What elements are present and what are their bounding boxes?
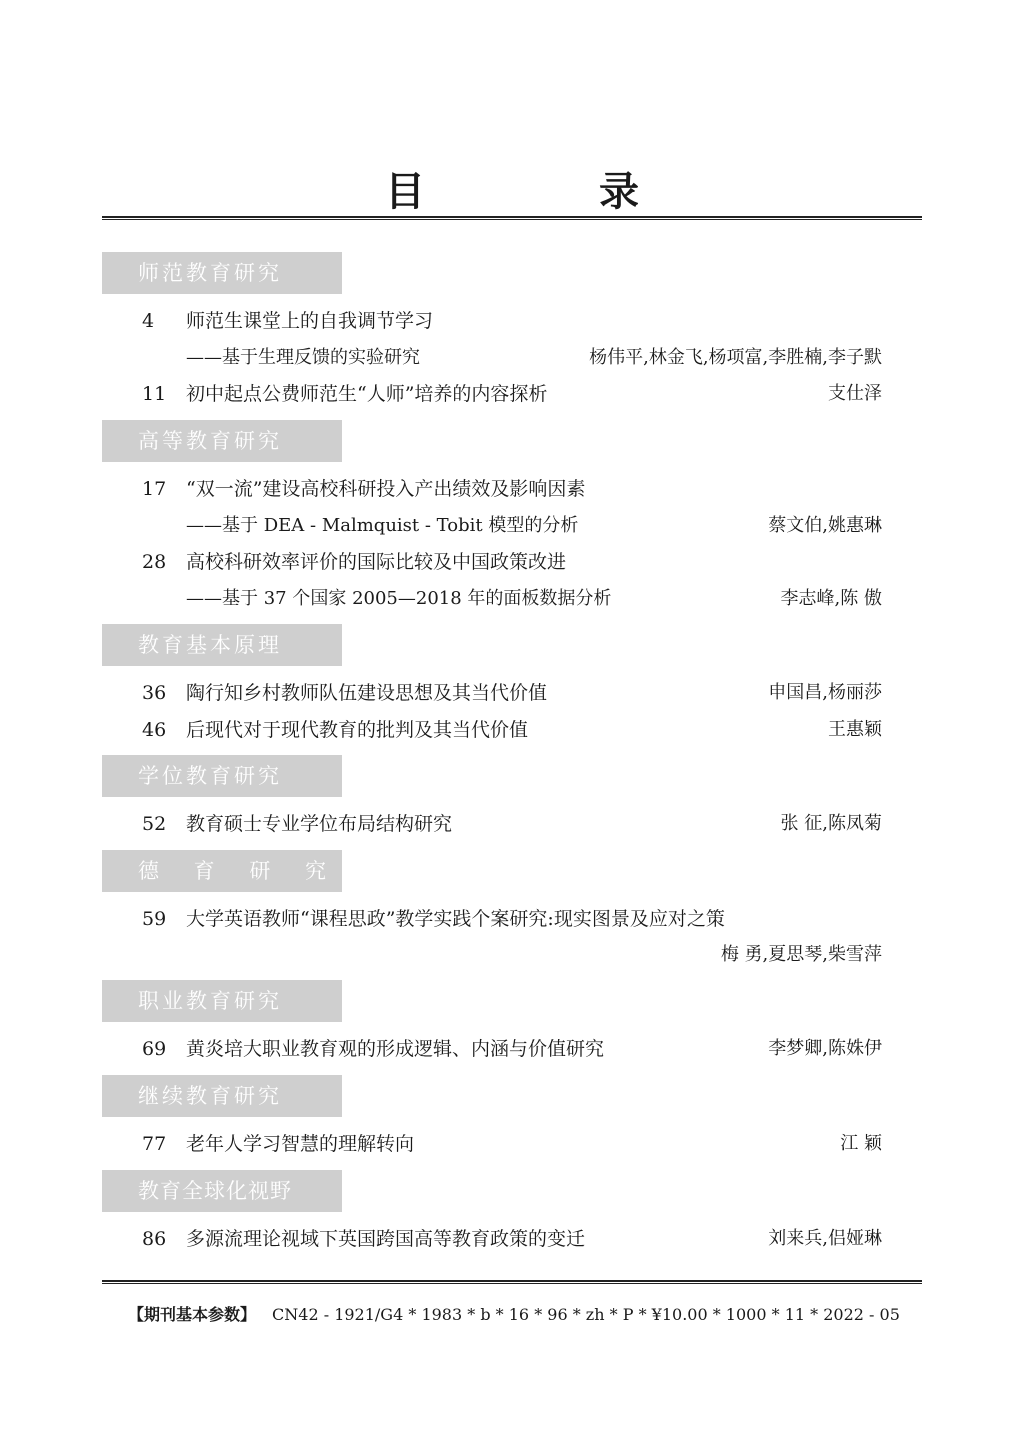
toc-entry[interactable] (102, 306, 882, 336)
entry-page: 4 (142, 310, 155, 332)
toc-entry[interactable] (102, 904, 882, 934)
section-header: 教育基本原理 (102, 624, 342, 666)
toc-entry[interactable] (102, 474, 882, 504)
entry-title: 后现代对于现代教育的批判及其当代价值 (186, 719, 529, 741)
entry-page: 52 (142, 813, 167, 835)
section-header: 德 育 研 究 (102, 850, 342, 892)
entry-page: 69 (142, 1038, 167, 1060)
toc-entry-sub (102, 940, 882, 970)
entry-authors: 江 颖 (840, 1133, 882, 1154)
toc-entry[interactable] (102, 678, 882, 708)
entry-authors: 申国昌,杨丽莎 (768, 682, 882, 703)
toc-entry-sub (102, 511, 882, 541)
toc-entry[interactable] (102, 715, 882, 745)
entry-authors: 王惠颖 (828, 719, 882, 740)
entry-page: 77 (142, 1133, 167, 1155)
section-header: 继续教育研究 (102, 1075, 342, 1117)
entry-title: 初中起点公费师范生“人师”培养的内容探析 (186, 383, 548, 405)
entry-authors: 梅 勇,夏思琴,柴雪萍 (720, 944, 882, 965)
toc-entry[interactable] (102, 1224, 882, 1254)
entry-page: 46 (142, 719, 167, 741)
toc-entry[interactable] (102, 1129, 882, 1159)
entry-page: 17 (142, 478, 167, 500)
entry-subtitle: ——基于 37 个国家 2005—2018 年的面板数据分析 (186, 588, 612, 609)
page-title: 目 录 (385, 169, 719, 215)
toc-entry[interactable] (102, 809, 882, 839)
entry-authors: 刘来兵,侣娅琳 (768, 1228, 882, 1249)
entry-authors: 李志峰,陈 傲 (780, 588, 882, 609)
entry-authors: 李梦卿,陈姝伊 (768, 1038, 882, 1059)
section-header: 学位教育研究 (102, 755, 342, 797)
footer-label: 【期刊基本参数】 (128, 1305, 257, 1324)
entry-title: 陶行知乡村教师队伍建设思想及其当代价值 (186, 682, 548, 704)
entry-page: 86 (142, 1228, 167, 1250)
entry-authors: 张 征,陈凤菊 (780, 813, 882, 834)
entry-title: 多源流理论视域下英国跨国高等教育政策的变迁 (186, 1228, 586, 1250)
entry-title: 黄炎培大职业教育观的形成逻辑、内涵与价值研究 (186, 1038, 605, 1060)
toc-entry-sub (102, 343, 882, 373)
section-header: 教育全球化视野 (102, 1170, 342, 1212)
entry-authors: 蔡文伯,姚惠琳 (768, 515, 882, 536)
entry-authors: 杨伟平,林金飞,杨项富,李胜楠,李子默 (589, 347, 882, 368)
entry-title: 大学英语教师“课程思政”教学实践个案研究:现实图景及应对之策 (186, 908, 725, 930)
entry-title: 师范生课堂上的自我调节学习 (186, 310, 434, 332)
section-header: 职业教育研究 (102, 980, 342, 1022)
journal-parameters (128, 1302, 900, 1325)
footer-rule (102, 1280, 922, 1284)
entry-title: 教育硕士专业学位布局结构研究 (186, 813, 453, 835)
section-header: 高等教育研究 (102, 420, 342, 462)
footer-value: CN42 - 1921/G4 * 1983 * b * 16 * 96 * zh * P * ¥10.00 * 1000 * 11 * 2022 - 05 (272, 1305, 900, 1324)
title-rule (102, 216, 922, 220)
entry-authors: 支仕泽 (828, 383, 882, 404)
toc-entry-sub (102, 584, 882, 614)
toc-entry[interactable] (102, 379, 882, 409)
entry-subtitle: ——基于 DEA - Malmquist - Tobit 模型的分析 (186, 515, 579, 536)
entry-title: 老年人学习智慧的理解转向 (186, 1133, 415, 1155)
entry-page: 28 (142, 551, 167, 573)
entry-subtitle: ——基于生理反馈的实验研究 (186, 347, 420, 368)
section-header: 师范教育研究 (102, 252, 342, 294)
entry-page: 11 (142, 383, 167, 405)
entry-page: 59 (142, 908, 167, 930)
entry-title: 高校科研效率评价的国际比较及中国政策改进 (186, 551, 567, 573)
entry-page: 36 (142, 682, 167, 704)
toc-entry[interactable] (102, 547, 882, 577)
entry-title: “双一流”建设高校科研投入产出绩效及影响因素 (186, 478, 586, 500)
toc-entry[interactable] (102, 1034, 882, 1064)
